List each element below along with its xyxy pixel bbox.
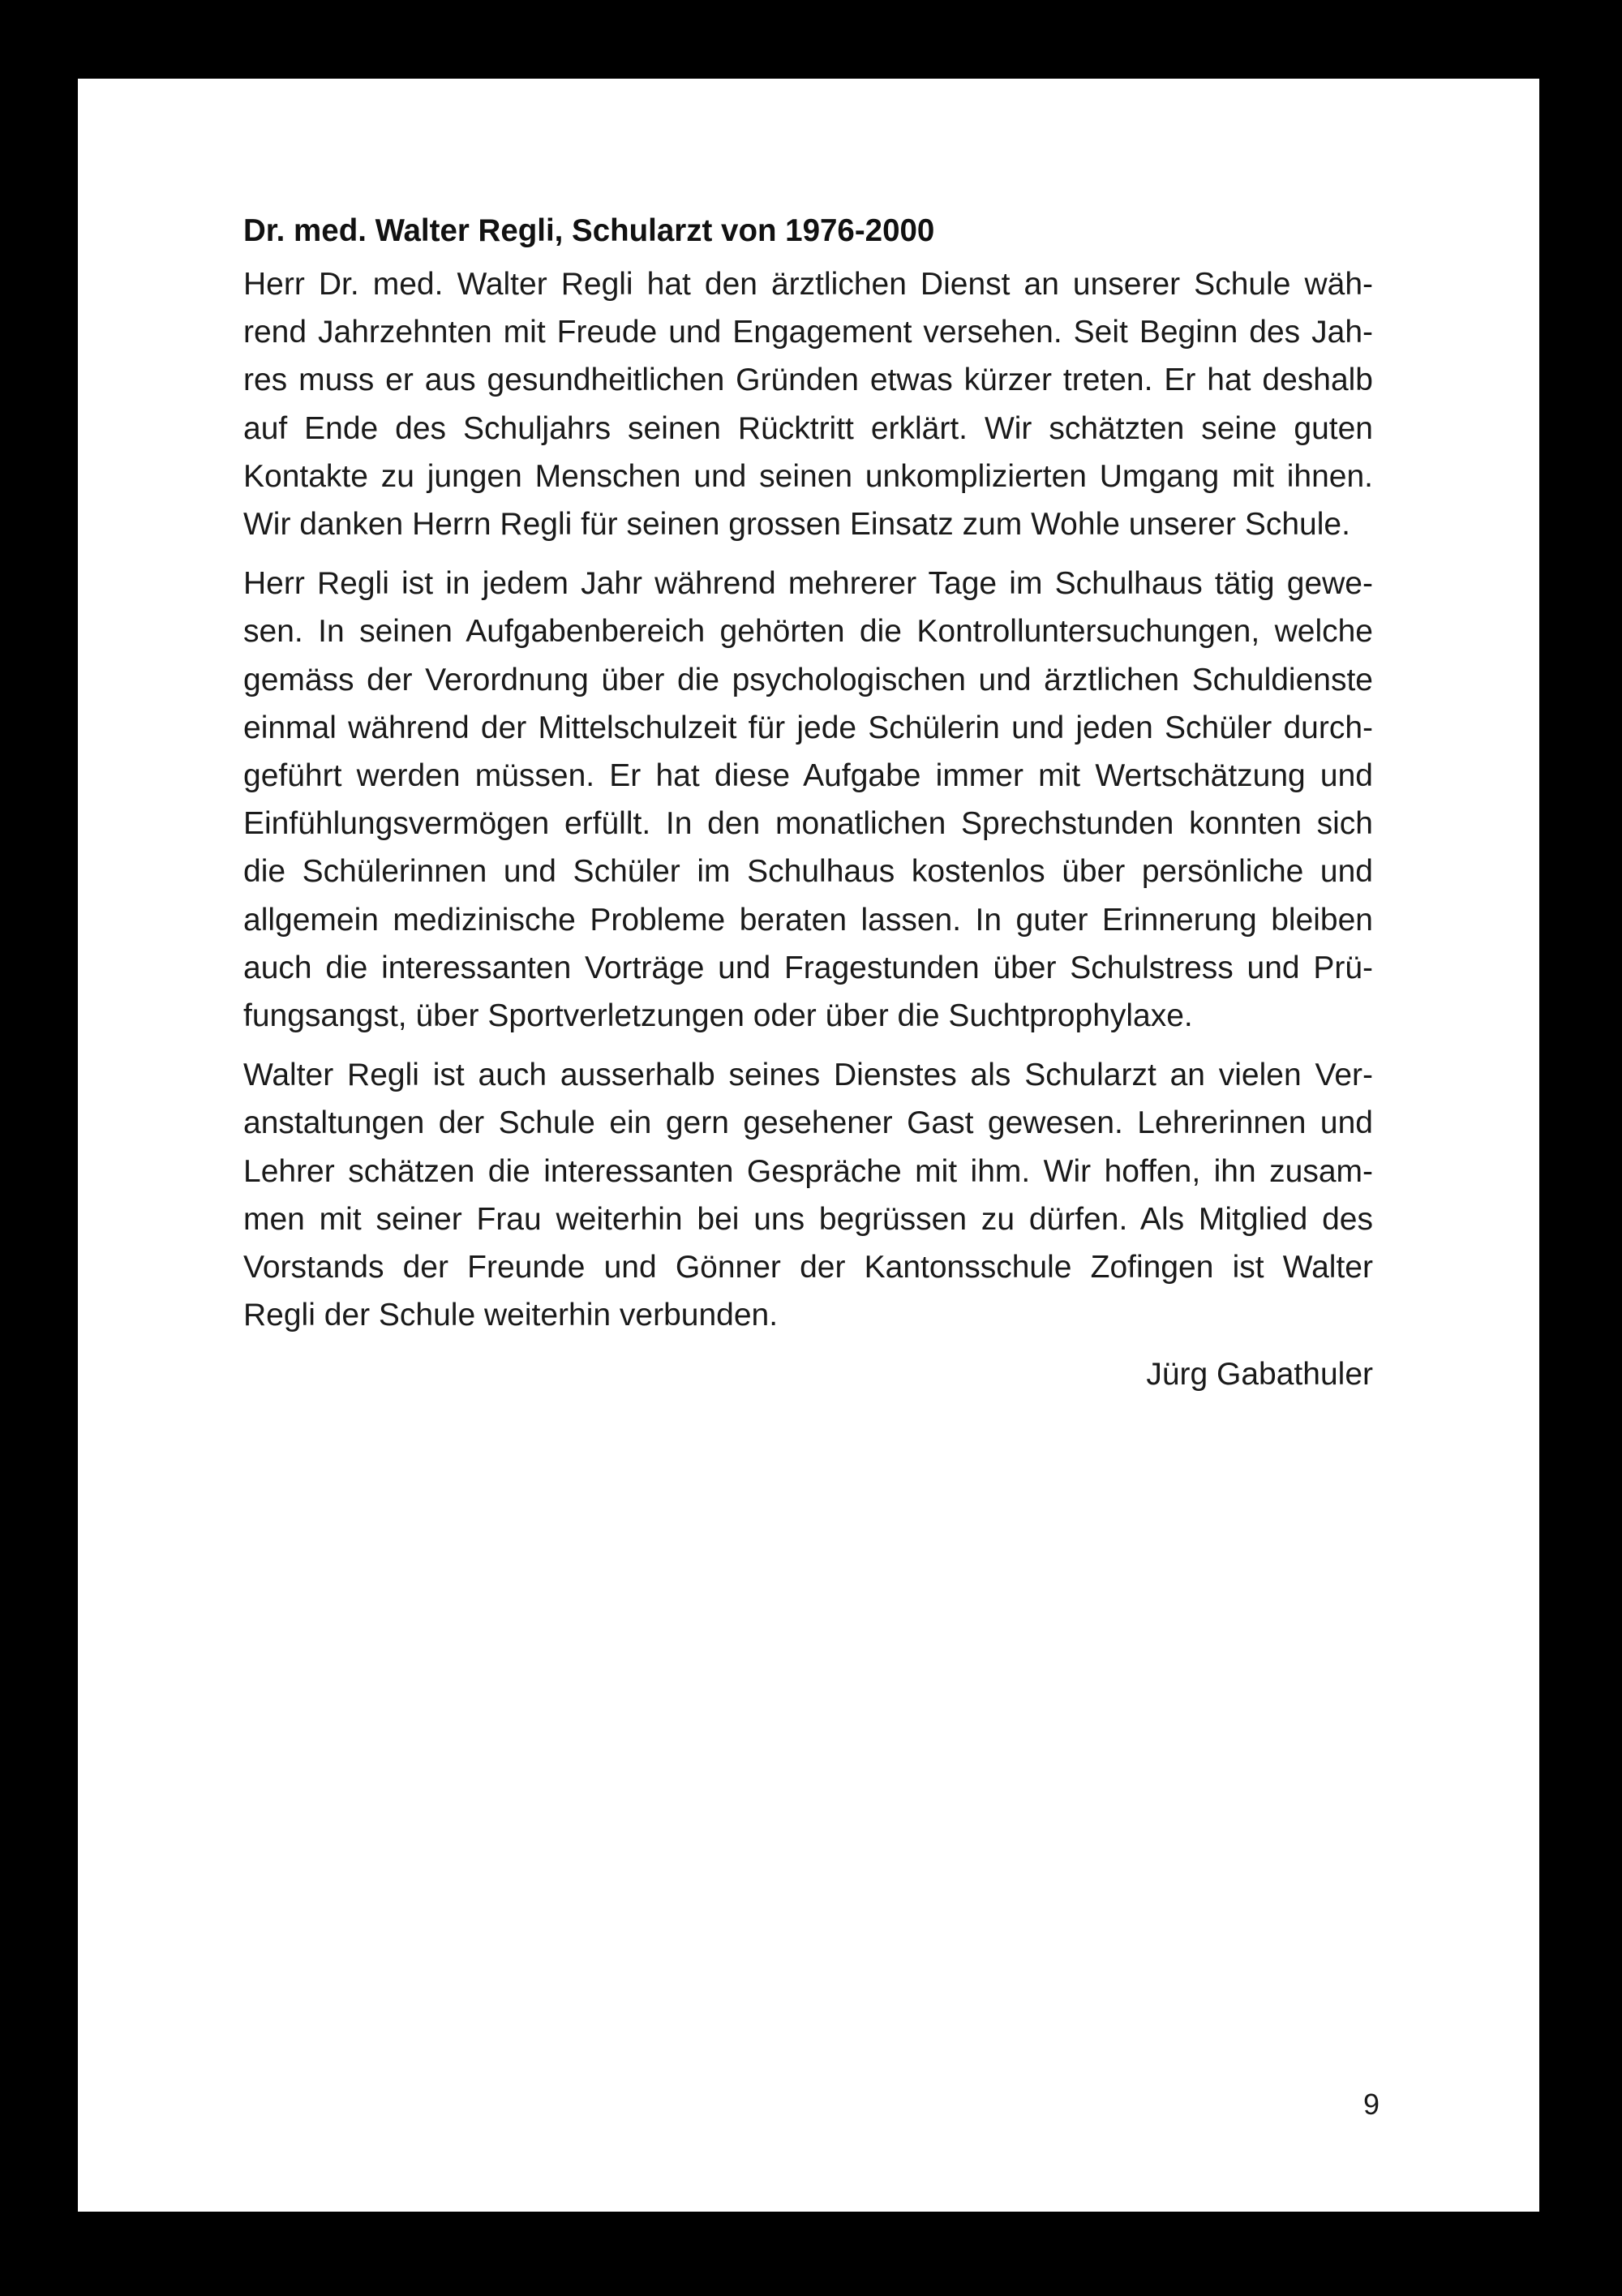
text-line: rend Jahrzehnten mit Freude und Engagement versehen. Seit Beginn des Jah- xyxy=(243,315,1373,350)
paragraph-3 xyxy=(243,1051,1373,1339)
text-line: sen. In seinen Aufgabenbereich gehörten die Kontrolluntersuchungen, welche xyxy=(243,614,1373,650)
author-signature: Jürg Gabathuler xyxy=(1146,1357,1373,1393)
text-line: Lehrer schätzen die interessanten Gespräche mit ihm. Wir hoffen, ihn zusam- xyxy=(243,1153,1373,1189)
text-line: gemäss der Verordnung über die psychologischen und ärztlichen Schuldienste xyxy=(243,662,1373,697)
document-page xyxy=(78,79,1539,2212)
text-line: Einfühlungsvermögen erfüllt. In den monatlichen Sprechstunden konnten sich xyxy=(243,806,1373,842)
text-line: geführt werden müssen. Er hat diese Aufgabe immer mit Wertschätzung und xyxy=(243,758,1373,794)
text-line: einmal während der Mittelschulzeit für jede Schülerin und jeden Schüler durch- xyxy=(243,710,1373,745)
text-line: Herr Dr. med. Walter Regli hat den ärztlichen Dienst an unserer Schule wäh- xyxy=(243,267,1373,302)
text-line: allgemein medizinische Probleme beraten lassen. In guter Erinnerung bleiben xyxy=(243,902,1373,938)
text-line: Regli der Schule weiterhin verbunden. xyxy=(243,1298,779,1333)
text-line: Wir danken Herrn Regli für seinen grossen Einsatz zum Wohle unserer Schule. xyxy=(243,507,1350,543)
text-line: Kontakte zu jungen Menschen und seinen unkomplizierten Umgang mit ihnen. xyxy=(243,458,1373,494)
text-line: Walter Regli ist auch ausserhalb seines Dienstes als Schularzt an vielen Ver- xyxy=(243,1058,1373,1093)
text-line: Herr Regli ist in jedem Jahr während mehrerer Tage im Schulhaus tätig gewe- xyxy=(243,566,1373,602)
text-line: auch die interessanten Vorträge und Fragestunden über Schulstress und Prü- xyxy=(243,950,1373,985)
text-line: die Schülerinnen und Schüler im Schulhaus kostenlos über persönliche und xyxy=(243,854,1373,890)
text-line: auf Ende des Schuljahrs seinen Rücktritt erklärt. Wir schätzten seine guten xyxy=(243,410,1373,446)
paragraph-1 xyxy=(243,260,1373,548)
text-line: men mit seiner Frau weiterhin bei uns begrüssen zu dürfen. Als Mitglied des xyxy=(243,1201,1373,1237)
page-number: 9 xyxy=(1362,2088,1380,2121)
text-line: Vorstands der Freunde und Gönner der Kantonsschule Zofingen ist Walter xyxy=(243,1250,1373,1285)
text-line: fungsangst, über Sportverletzungen oder über die Suchtprophylaxe. xyxy=(243,998,1193,1034)
article-body xyxy=(243,208,1373,1399)
text-line: anstaltungen der Schule ein gern gesehener Gast gewesen. Lehrerinnen und xyxy=(243,1105,1373,1141)
paragraph-2 xyxy=(243,560,1373,1040)
text-line: res muss er aus gesundheitlichen Gründen etwas kürzer treten. Er hat deshalb xyxy=(243,363,1373,398)
article-title: Dr. med. Walter Regli, Schularzt von 1976-2000 xyxy=(243,213,935,248)
